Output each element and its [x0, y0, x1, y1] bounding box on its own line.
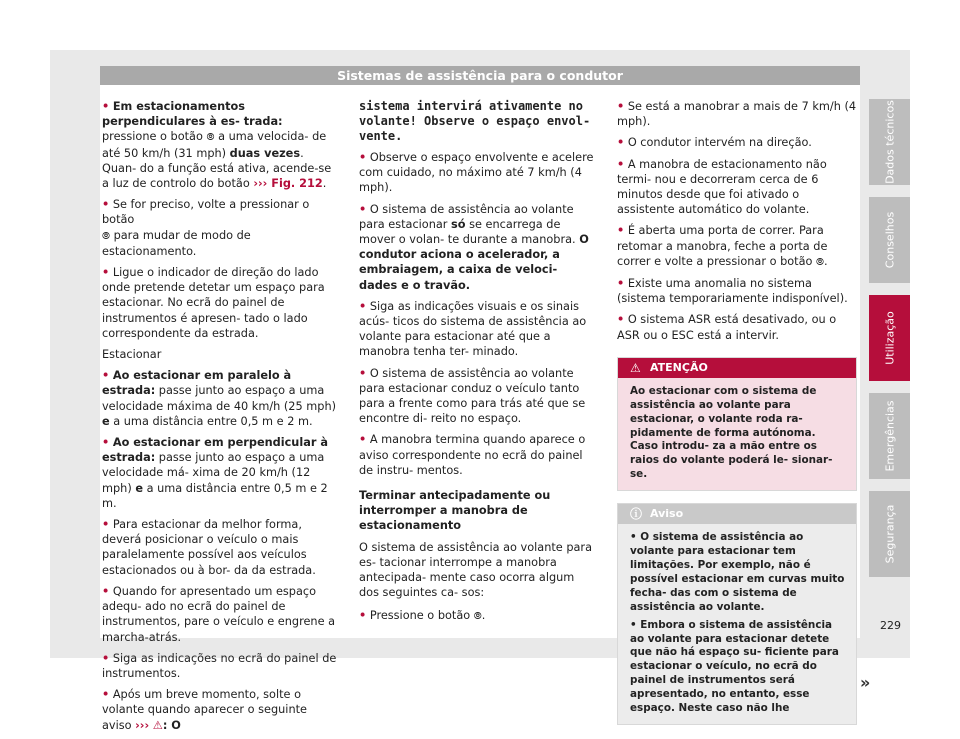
- section-heading: Terminar antecipadamente ou interromper a manobra de estacionamento: [359, 489, 551, 533]
- note-body: [618, 524, 856, 724]
- warning-box: [617, 357, 857, 491]
- paragraph: • Pressione o botão ⦾.: [359, 608, 597, 624]
- column-2: [359, 99, 597, 631]
- paragraph: • Quando for apresentado um espaço adequ- ado no ecrã do painel de instrumentos, pare o veículo e engrene a marcha-atrás.: [102, 584, 336, 644]
- parking-steering-icon: ⦾: [102, 230, 110, 242]
- paragraph: • Para estacionar da melhor forma, deverá posicionar o veículo o mais paralelamente possível aos veículos estacionados ou à bor- da da estrada.: [102, 518, 316, 577]
- warning-triangle-icon: ⚠: [630, 360, 641, 375]
- paragraph: • Observe o espaço envolvente e acelere com cuidado, no máximo até 7 km/h (4 mph).: [359, 151, 594, 195]
- paragraph: • O sistema ASR está desativado, ou o ASR ou o ESC está a intervir.: [617, 313, 837, 342]
- column-1: [102, 99, 340, 739]
- bullet-icon: •: [102, 651, 110, 665]
- tab-dados-tecnicos[interactable]: Dados técnicos: [869, 99, 910, 185]
- paragraph: • Ao estacionar em perpendicular à estrada: passe junto ao espaço a uma velocidade má- xima de 20 km/h (12 mph) e a uma distância entre 0,5 m e 2 m.: [102, 436, 328, 510]
- tab-conselhos[interactable]: Conselhos: [869, 197, 910, 283]
- bold-lead: Em estacionamentos perpendiculares à es- trada:: [102, 100, 283, 129]
- paragraph: • Se está a manobrar a mais de 7 km/h (4 mph).: [617, 100, 857, 129]
- bullet-icon: •: [359, 609, 367, 623]
- paragraph: • É aberta uma porta de correr. Para retomar a manobra, feche a porta de correr e volte a pressionar o botão ⦾.: [617, 223, 857, 270]
- bullet-icon: •: [359, 202, 367, 216]
- bullet-icon: •: [102, 198, 110, 212]
- paragraph: • O sistema de assistência ao volante para estacionar conduz o veículo tanto para a frente como para trás até que se encontre di- reito no espaço.: [359, 366, 586, 426]
- bullet-icon: •: [102, 100, 110, 113]
- bullet-icon: •: [630, 531, 637, 544]
- paragraph: • Ao estacionar em paralelo à estrada: passe junto ao espaço a uma velocidade máxima de 40 km/h (25 mph) e a uma distância entre 0,5 m e 2 m.: [102, 369, 337, 428]
- paragraph: • Siga as indicações visuais e os sinais acús- ticos do sistema de assistência ao volante para estacionar até que a manobra tenha ter- minado.: [359, 299, 587, 359]
- page-number: 229: [880, 619, 901, 632]
- paragraph: • Embora o sistema de assistência ao volante para estacionar detete que não há espaço su- ficiente para estacionar o veículo, no ecrã do painel de instrumentos será apresentado, no entanto, esse espaço. Neste caso não lhe: [630, 618, 839, 715]
- warning-header: [618, 358, 856, 378]
- bullet-icon: •: [359, 433, 367, 447]
- bullet-icon: •: [359, 151, 367, 164]
- bullet-icon: •: [617, 157, 625, 171]
- paragraph: • Em estacionamentos perpendiculares à es- trada: pressione o botão ⦾ a uma velocida- de até 50 km/h (31 mph) duas vezes. Quan- do a função está ativa, acende-se a luz de controlo do botão ››› Fig. 212.: [102, 100, 332, 191]
- column-3: [617, 99, 857, 725]
- bullet-icon: •: [102, 688, 110, 702]
- page-content: [100, 85, 871, 732]
- bullet-icon: •: [359, 299, 367, 313]
- paragraph: • Siga as indicações no ecrã do painel de instrumentos.: [102, 651, 337, 680]
- paragraph: • Existe uma anomalia no sistema (sistema temporariamente indisponível).: [617, 277, 848, 306]
- bullet-icon: •: [617, 313, 625, 327]
- parking-steering-icon: ⦾: [473, 611, 482, 623]
- paragraph: • O condutor intervém na direção.: [617, 136, 812, 150]
- paragraph: • O sistema de assistência ao volante para estacionar tem limitações. Por exemplo, não é possível estacionar em curvas muito fecha- das com o sistema de assistência ao volante.: [630, 531, 845, 613]
- bullet-icon: •: [359, 366, 367, 380]
- note-title: Aviso: [650, 507, 684, 521]
- warning-title: ATENÇÃO: [650, 360, 708, 374]
- bullet-icon: •: [102, 266, 110, 280]
- note-header: [618, 504, 856, 524]
- tab-utilizacao[interactable]: Utilização: [869, 295, 910, 381]
- section-heading: Estacionar: [102, 348, 162, 362]
- tab-emergencias[interactable]: Emergências: [869, 393, 910, 479]
- info-icon: ⓘ: [630, 507, 643, 522]
- tab-seguranca[interactable]: Segurança: [869, 491, 910, 577]
- bullet-icon: •: [630, 618, 637, 631]
- paragraph: • A manobra de estacionamento não termi- nou e decorreram cerca de 6 minutos desde que foi ativado o assistente automático do volante.: [617, 157, 827, 217]
- warning-triangle-icon: ⚠: [152, 718, 163, 732]
- bullet-icon: •: [102, 369, 110, 383]
- page-header: Sistemas de assistência para o condutor: [100, 66, 860, 85]
- continue-arrow-icon: »: [860, 673, 871, 692]
- bullet-icon: •: [617, 136, 625, 150]
- warning-reference-link[interactable]: ›››: [135, 718, 150, 732]
- figure-reference-link[interactable]: ››› Fig. 212: [253, 177, 323, 191]
- bullet-icon: •: [617, 100, 625, 113]
- paragraph: • O sistema de assistência ao volante para estacionar só se encarrega de mover o volan- te durante a manobra. O condutor aciona o acelerador, a embraiagem, a caixa de veloci- dades e o travão.: [359, 202, 589, 292]
- paragraph: • Ligue o indicador de direção do lado onde pretende detetar um espaço para estacionar. No ecrã do painel de instrumentos é apresen- tado o lado correspondente da estrada.: [102, 266, 325, 340]
- note-box: [617, 503, 857, 725]
- bullet-icon: •: [102, 518, 110, 532]
- bullet-icon: •: [617, 277, 625, 291]
- parking-steering-icon: ⦾: [206, 132, 215, 144]
- paragraph: O sistema de assistência ao volante para es- tacionar interrompe a manobra antecipada- mente caso ocorra algum dos seguintes ca- sos:: [359, 540, 592, 600]
- display-message: sistema intervirá ativamente no volante! Observe o espaço envol- vente.: [359, 99, 591, 143]
- paragraph: • A manobra termina quando aparece o aviso correspondente no ecrã do painel de instru- mentos.: [359, 433, 586, 477]
- paragraph: • Após um breve momento, solte o volante quando aparecer o seguinte aviso ››› ⚠: O: [102, 688, 307, 732]
- bullet-icon: •: [617, 224, 625, 238]
- bullet-icon: •: [102, 584, 110, 598]
- bullet-icon: •: [102, 436, 110, 450]
- parking-steering-icon: ⦾: [816, 256, 825, 268]
- paragraph: • Se for preciso, volte a pressionar o botão ⦾ para mudar de modo de estacionamento.: [102, 198, 310, 258]
- warning-text: Ao estacionar com o sistema de assistência ao volante para estacionar, o volante roda ra- pidamente de forma autónoma. Caso introdu- za a mão entre os raios do volante poderá le- sionar-se.: [618, 378, 856, 490]
